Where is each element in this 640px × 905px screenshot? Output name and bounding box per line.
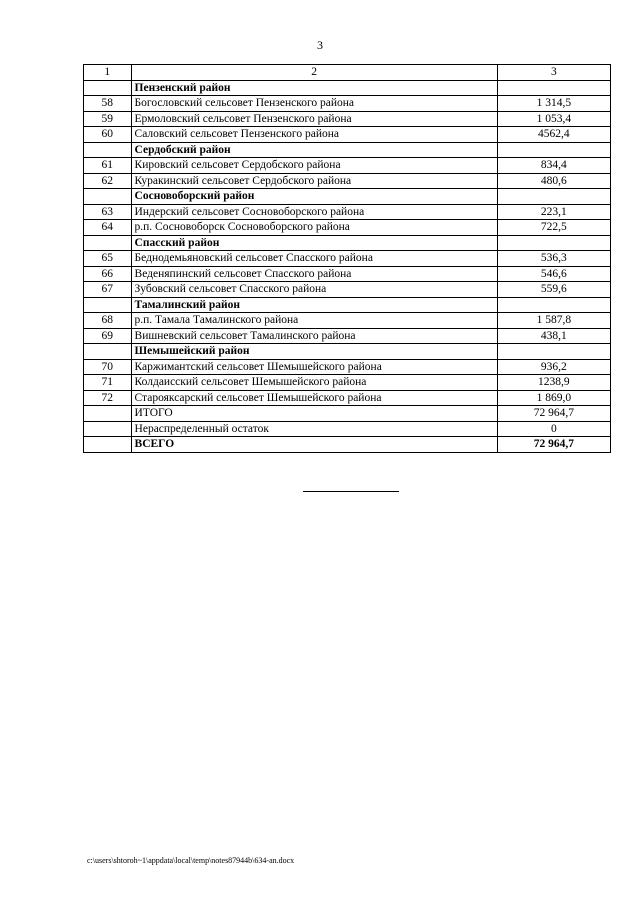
closing-rule — [303, 491, 399, 492]
table-row — [84, 390, 611, 406]
row-value: 1 587,8 — [497, 313, 610, 329]
table-section-row — [84, 437, 611, 453]
row-name: р.п. Сосновоборск Сосновоборского района — [131, 220, 497, 236]
row-name: Веденяпинский сельсовет Спасского района — [131, 266, 497, 282]
table-section-row — [84, 406, 611, 422]
row-name: Пензенский район — [131, 80, 497, 96]
row-name: Вишневский сельсовет Тамалинского района — [131, 328, 497, 344]
row-value — [497, 297, 610, 313]
distribution-table — [83, 64, 611, 453]
table-row — [84, 328, 611, 344]
table-row — [84, 266, 611, 282]
row-name: Богословский сельсовет Пензенского района — [131, 96, 497, 112]
row-number — [84, 80, 132, 96]
table-section-row — [84, 235, 611, 251]
row-value — [497, 189, 610, 205]
row-number: 71 — [84, 375, 132, 391]
table-section-row — [84, 421, 611, 437]
row-name: Нераспределенный остаток — [131, 421, 497, 437]
row-number — [84, 344, 132, 360]
table-row — [84, 173, 611, 189]
table-row — [84, 251, 611, 267]
row-number: 68 — [84, 313, 132, 329]
row-number: 66 — [84, 266, 132, 282]
row-number: 61 — [84, 158, 132, 174]
table-section-row — [84, 344, 611, 360]
row-value: 480,6 — [497, 173, 610, 189]
header-col-3: 3 — [497, 65, 610, 81]
table-section-row — [84, 80, 611, 96]
table-section-row — [84, 189, 611, 205]
table-row — [84, 158, 611, 174]
row-value — [497, 235, 610, 251]
row-name: Тамалинский район — [131, 297, 497, 313]
row-name: Старояксарский сельсовет Шемышейского района — [131, 390, 497, 406]
row-value: 72 964,7 — [497, 437, 610, 453]
row-number — [84, 421, 132, 437]
row-number: 72 — [84, 390, 132, 406]
row-value: 4562,4 — [497, 127, 610, 143]
table-row — [84, 204, 611, 220]
row-name: Кировский сельсовет Сердобского района — [131, 158, 497, 174]
row-value: 559,6 — [497, 282, 610, 298]
table-row — [84, 96, 611, 112]
table-header-row — [84, 65, 611, 81]
row-number — [84, 406, 132, 422]
table-row — [84, 111, 611, 127]
row-name: Сердобский район — [131, 142, 497, 158]
row-value — [497, 80, 610, 96]
row-number: 60 — [84, 127, 132, 143]
row-name: Сосновоборский район — [131, 189, 497, 205]
table-row — [84, 359, 611, 375]
row-number — [84, 297, 132, 313]
header-col-1: 1 — [84, 65, 132, 81]
table-section-row — [84, 142, 611, 158]
row-number — [84, 189, 132, 205]
row-number: 59 — [84, 111, 132, 127]
row-number: 63 — [84, 204, 132, 220]
row-number — [84, 142, 132, 158]
row-value: 1238,9 — [497, 375, 610, 391]
row-name: ВСЕГО — [131, 437, 497, 453]
row-name: Спасский район — [131, 235, 497, 251]
row-name: Зубовский сельсовет Спасского района — [131, 282, 497, 298]
row-number: 64 — [84, 220, 132, 236]
row-name: Саловский сельсовет Пензенского района — [131, 127, 497, 143]
header-col-2: 2 — [131, 65, 497, 81]
row-name: Куракинский сельсовет Сердобского района — [131, 173, 497, 189]
row-number: 58 — [84, 96, 132, 112]
row-name: ИТОГО — [131, 406, 497, 422]
row-number: 62 — [84, 173, 132, 189]
row-value: 438,1 — [497, 328, 610, 344]
table-row — [84, 313, 611, 329]
row-value: 546,6 — [497, 266, 610, 282]
row-number — [84, 235, 132, 251]
row-number: 65 — [84, 251, 132, 267]
row-name: Шемышейский район — [131, 344, 497, 360]
row-name: Ермоловский сельсовет Пензенского района — [131, 111, 497, 127]
row-value — [497, 142, 610, 158]
row-number — [84, 437, 132, 453]
row-value: 1 314,5 — [497, 96, 610, 112]
footer-file-path: c:\users\shtoroh~1\appdata\local\temp\notes87944b\634-an.docx — [87, 856, 295, 865]
row-number: 70 — [84, 359, 132, 375]
row-value: 834,4 — [497, 158, 610, 174]
row-value: 72 964,7 — [497, 406, 610, 422]
row-value: 536,3 — [497, 251, 610, 267]
row-value: 722,5 — [497, 220, 610, 236]
page-number: 3 — [317, 38, 323, 52]
row-value: 1 869,0 — [497, 390, 610, 406]
row-name: Каржимантский сельсовет Шемышейского района — [131, 359, 497, 375]
table-row — [84, 220, 611, 236]
row-name: Беднодемьяновский сельсовет Спасского района — [131, 251, 497, 267]
row-value: 0 — [497, 421, 610, 437]
row-name: Колдаисский сельсовет Шемышейского района — [131, 375, 497, 391]
table-row — [84, 375, 611, 391]
row-value: 936,2 — [497, 359, 610, 375]
row-name: р.п. Тамала Тамалинского района — [131, 313, 497, 329]
table-section-row — [84, 297, 611, 313]
row-number: 69 — [84, 328, 132, 344]
row-value: 1 053,4 — [497, 111, 610, 127]
row-value: 223,1 — [497, 204, 610, 220]
row-number: 67 — [84, 282, 132, 298]
row-value — [497, 344, 610, 360]
table-row — [84, 127, 611, 143]
row-name: Индерский сельсовет Сосновоборского района — [131, 204, 497, 220]
table-row — [84, 282, 611, 298]
